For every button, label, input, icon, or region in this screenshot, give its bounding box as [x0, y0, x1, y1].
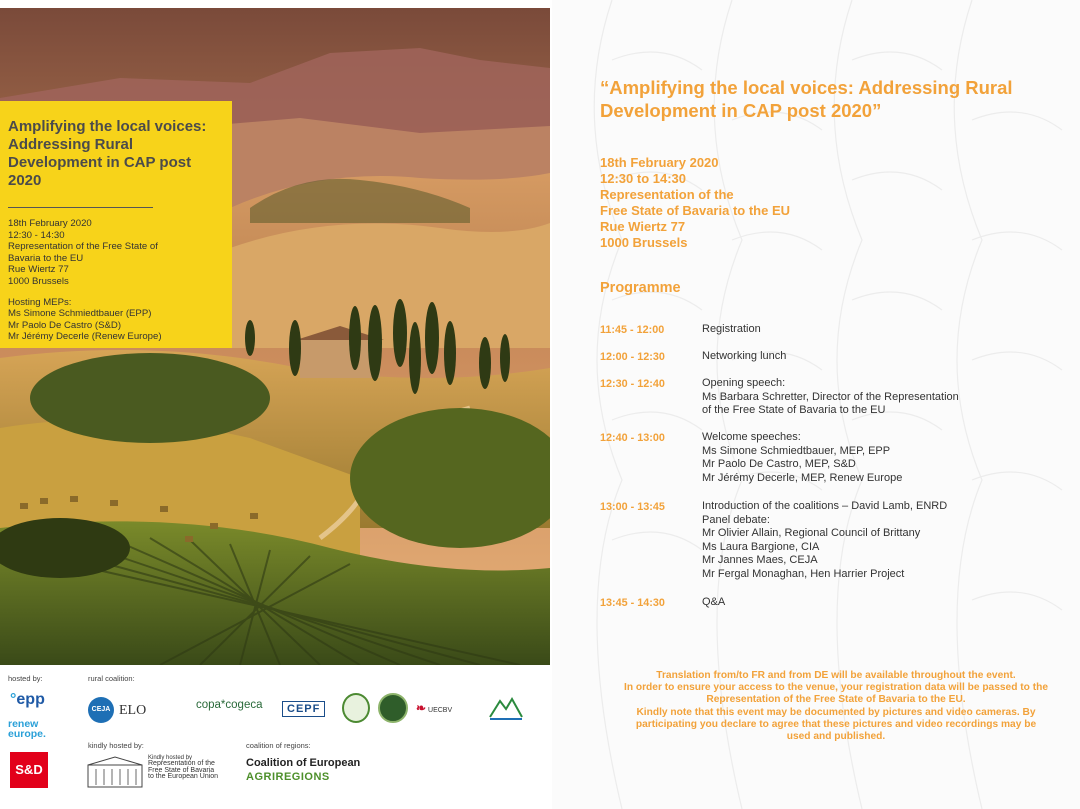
event-time: 12:30 to 14:30 [600, 171, 686, 186]
uecbv-logo: ❧ UECBV [416, 701, 453, 715]
cepf-logo: CEPF [282, 701, 325, 717]
box-mep: Mr Jérémy Decerle (Renew Europe) [8, 331, 162, 343]
rural-coalition-label: rural coalition: [88, 674, 135, 683]
programme-time: 12:40 - 13:00 [600, 432, 665, 444]
event-details [600, 155, 790, 251]
coalition-regions-label: coalition of regions: [246, 741, 311, 750]
hosted-by-label: hosted by: [8, 674, 43, 683]
elo-logo: ELO [119, 703, 147, 718]
box-divider [8, 207, 153, 208]
programme-item: Opening speech: Ms Barbara Schretter, Director of the Representation of the Free State of Bavaria to the EU [702, 377, 959, 417]
box-time: 12:30 - 14:30 [8, 229, 65, 241]
box-hosting-label: Hosting MEPs: [8, 296, 72, 308]
green-seal-logo [378, 693, 408, 723]
box-title: Amplifying the local voices: Addressing Rural Development in CAP post 2020 [8, 118, 207, 189]
epp-logo: °epp [10, 691, 45, 708]
programme-item: Q&A [702, 596, 726, 608]
event-date: 18th February 2020 [600, 155, 719, 170]
agriregions-logo: Coalition of European AGRIREGIONS [246, 757, 361, 783]
event-notice: Translation from/to FR and from DE will be available throughout the event. In order to ensure your access to the venue, your registration data will be passed to the Representation of the Free State of Bavaria to the EU. Kindly note that this event may be documented by pictures and video cameras. By participating you declare to agree that these pictures and video recordings may be used and published. [623, 670, 1049, 743]
event-title: “Amplifying the local voices: Addressing Rural Development in CAP post 2020” [600, 77, 1013, 121]
box-venue-line-2: Bavaria to the EU [8, 252, 84, 264]
programme-time: 12:30 - 12:40 [600, 378, 665, 390]
programme-time: 11:45 - 12:00 [600, 324, 665, 336]
programme-item: Introduction of the coalitions – David Lamb, ENRD Panel debate: Mr Olivier Allain, Regional Council of Brittany Ms Laura Bargione, CIA Mr Jannes Maes, CEJA Mr Fergal Monaghan, Hen Harrier Project [702, 500, 948, 580]
programme-time: 13:45 - 14:30 [600, 597, 665, 609]
ceja-logo: CEJA [88, 697, 114, 723]
euromontana-logo [488, 693, 524, 723]
event-city: 1000 Brussels [600, 235, 688, 250]
kindly-hosted-label: kindly hosted by: [88, 741, 144, 750]
renew-europe-logo: renew europe. [8, 718, 46, 740]
box-venue-line-1: Representation of the Free State of [8, 241, 158, 253]
event-venue-line-1: Representation of the [600, 187, 734, 202]
programme-item: Welcome speeches: Ms Simone Schmiedtbauer, MEP, EPP Mr Paolo De Castro, MEP, S&D Mr Jérémy Decerle, MEP, Renew Europe [702, 431, 903, 484]
programme-item: Registration [702, 323, 761, 335]
programme-time: 13:00 - 13:45 [600, 501, 665, 513]
logo-strip [0, 665, 552, 809]
programme-panel [552, 0, 1080, 809]
programme-time: 12:00 - 12:30 [600, 351, 665, 363]
box-date: 18th February 2020 [8, 218, 92, 229]
programme-item: Networking lunch [702, 350, 787, 362]
box-street: Rue Wiertz 77 [8, 264, 69, 276]
sd-logo: S&D [10, 752, 48, 788]
box-mep: Ms Simone Schmiedtbauer (EPP) [8, 308, 152, 320]
box-mep: Mr Paolo De Castro (S&D) [8, 319, 122, 331]
event-street: Rue Wiertz 77 [600, 219, 686, 234]
copa-cogeca-logo: copa*cogeca [196, 699, 263, 711]
forest-emblem-logo [342, 693, 370, 723]
box-city: 1000 Brussels [8, 275, 69, 287]
event-venue-line-2: Free State of Bavaria to the EU [600, 203, 790, 218]
event-info-box [0, 101, 232, 348]
bavaria-representation-logo: Kindly hosted by Representation of the Free State of Bavaria to the European Union [86, 755, 226, 791]
programme-heading: Programme [600, 280, 681, 296]
